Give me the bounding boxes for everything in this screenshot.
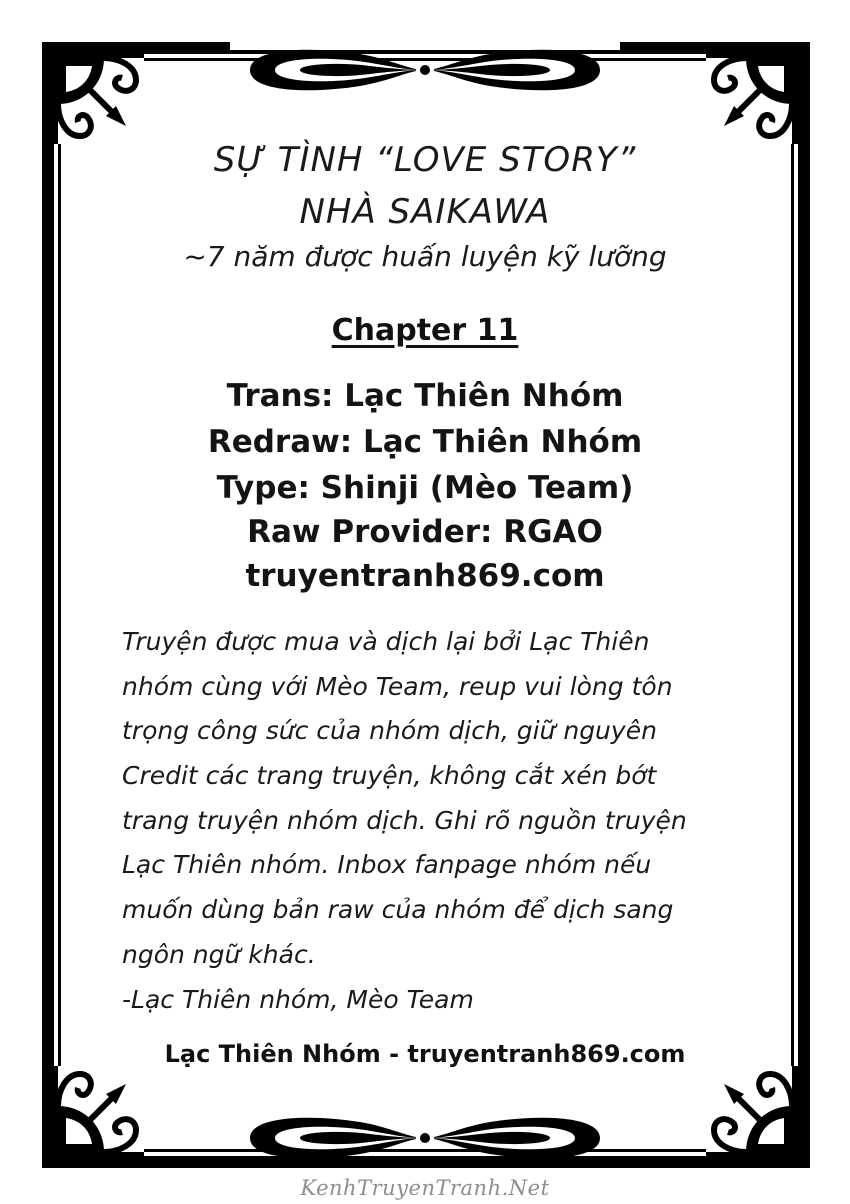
- corner-ornament-top-right-icon: [706, 44, 806, 144]
- title-line-1: SỰ TÌNH “LOVE STORY”: [213, 140, 637, 180]
- bottom-scroll-ornament-icon: [230, 1106, 620, 1168]
- notice-line: muốn dùng bản raw của nhóm để dịch sang: [122, 895, 674, 925]
- notice-line: nhóm cùng với Mèo Team, reup vui lòng tôn: [122, 671, 673, 701]
- credit-redraw: Redraw: Lạc Thiên Nhóm: [207, 424, 643, 460]
- top-scroll-ornament-icon: [230, 40, 620, 102]
- credit-typesetter: Type: Shinji (Mèo Team): [216, 470, 634, 506]
- corner-ornament-top-left-icon: [44, 44, 144, 144]
- credit-raw-provider: Raw Provider: RGAO: [247, 514, 603, 550]
- notice-signature: -Lạc Thiên nhóm, Mèo Team: [122, 984, 474, 1014]
- chapter-heading: Chapter 11: [331, 313, 519, 348]
- notice-line: ngôn ngữ khác.: [122, 939, 316, 969]
- credit-website: truyentranh869.com: [245, 558, 605, 594]
- notice-paragraph: [122, 620, 718, 1022]
- notice-line: Lạc Thiên nhóm. Inbox fanpage nhóm nếu: [122, 850, 652, 880]
- notice-line: trọng công sức của nhóm dịch, giữ nguyên: [122, 716, 657, 746]
- subtitle-line: ~7 năm được huấn luyện kỹ lưỡng: [183, 240, 667, 273]
- corner-ornament-bottom-left-icon: [44, 1066, 144, 1166]
- notice-line: Truyện được mua và dịch lại bởi Lạc Thiên: [122, 627, 650, 656]
- site-watermark: KenhTruyenTranh.Net: [300, 1176, 550, 1200]
- credit-translator: Trans: Lạc Thiên Nhóm: [226, 378, 624, 414]
- corner-ornament-bottom-right-icon: [706, 1066, 806, 1166]
- footer-credit: Lạc Thiên Nhóm - truyentranh869.com: [164, 1040, 686, 1068]
- notice-line: trang truyện nhóm dịch. Ghi rõ nguồn truyện: [122, 805, 687, 835]
- notice-line: Credit các trang truyện, không cắt xén bớt: [122, 761, 657, 791]
- title-line-2: NHÀ SAIKAWA: [299, 192, 551, 232]
